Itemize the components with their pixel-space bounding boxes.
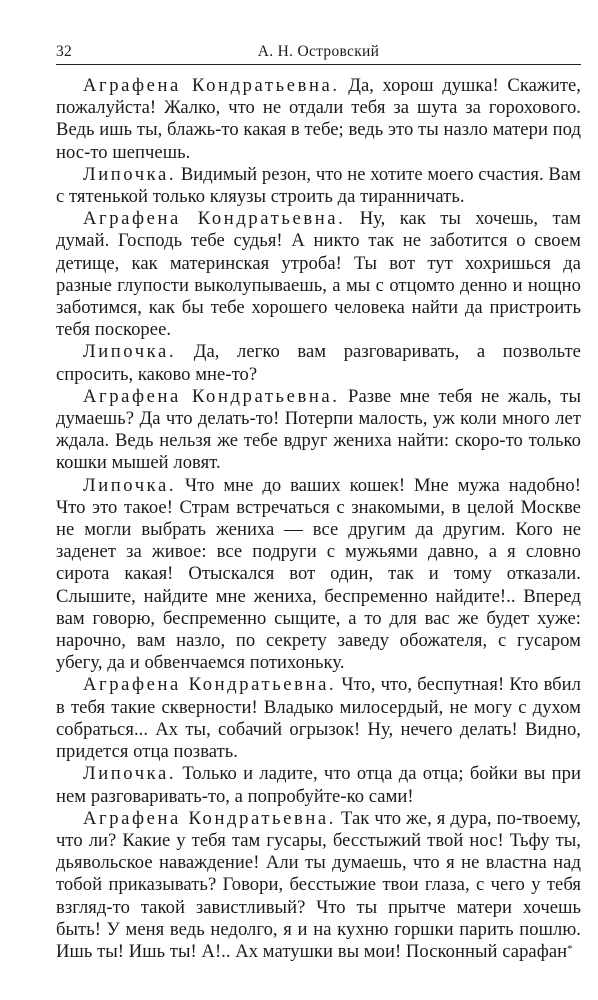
- dialogue-text: Да, легко вам разговаривать, а позвольте спросить, каково мне-то?: [56, 341, 581, 385]
- dialogue-paragraph: [56, 75, 581, 164]
- dialogue-paragraph: [56, 341, 581, 385]
- dialogue-text: Так что же, я дура, по-твоему, что ли? Какие у тебя там гусары, бесстыжий твой нос! Тьфу ты, дьявольское наваждение! Али ты думаешь, что я не властна над тобой приказывать? Говори, бесстыжие твои глаза, с чего у тебя взгляд-то такой завистливый? Что ты прытче матери хочешь быть! У меня ведь недолго, я и на кухню горшки парить пошлю. Ишь ты! Ишь ты! А!.. Ах матушки вы мои! Посконный сарафан: [56, 807, 581, 962]
- play-text: [56, 75, 581, 963]
- dialogue-paragraph: [56, 164, 581, 208]
- running-header: [56, 40, 581, 65]
- book-page: [56, 40, 581, 963]
- speaker-name: Аграфена Кондратьевна.: [83, 208, 346, 230]
- speaker-name: Аграфена Кондратьевна.: [83, 385, 340, 407]
- dialogue-paragraph: [56, 763, 581, 807]
- dialogue-text: Что, что, беспутная! Кто вбил в тебя такие скверности! Владыко милосердый, не могу с духом собраться... Ах ты, собачий огрызок! Ну, нечего делать! Видно, придется отца позвать.: [56, 674, 581, 763]
- dialogue-text: Разве мне тебя не жаль, ты думаешь? Да что делать-то! Потерпи малость, уж коли много лет ждала. Ведь нельзя же тебе вдруг жениха найти: скоро-то только кошки мышей ловят.: [56, 385, 581, 474]
- dialogue-paragraph: [56, 386, 581, 475]
- dialogue-text: Видимый резон, что не хотите моего счастия. Вам с тятенькой только кляузы строить да тиранничать.: [56, 163, 581, 208]
- dialogue-paragraph: [56, 808, 581, 963]
- speaker-name: Аграфена Кондратьевна.: [83, 674, 337, 696]
- speaker-name: Аграфена Кондратьевна.: [83, 75, 340, 96]
- page-number: 32: [56, 43, 73, 60]
- speaker-name: Липочка.: [83, 163, 177, 185]
- speaker-name: Липочка.: [83, 763, 177, 785]
- speaker-name: Липочка.: [83, 341, 177, 363]
- dialogue-text: Да, хорош душка! Скажите, пожалуйста! Жалко, что не отдали тебя за шута за горохового. Ведь ишь ты, блажь-то какая в тебе; ведь это ты назло матери под нос-то шепчешь.: [56, 75, 581, 163]
- dialogue-text: Только и ладите, что отца да отца; бойки вы при нем разговаривать-то, а попробуйте-ко сами!: [56, 763, 581, 807]
- dialogue-paragraph: [56, 475, 581, 675]
- speaker-name: Аграфена Кондратьевна.: [83, 807, 337, 829]
- footnote-mark[interactable]: *: [567, 942, 573, 955]
- speaker-name: Липочка.: [83, 474, 177, 496]
- running-title: А. Н. Островский: [257, 43, 380, 60]
- dialogue-paragraph: [56, 674, 581, 763]
- dialogue-text: Ну, как ты хочешь, там думай. Господь тебе судья! А никто так не заботится о своем детище, как материнская утроба! Ты вот тут хохришься да разные глупости выколупываешь, а мы с отцомто денно и нощно заботимся, как бы тебе хорошего человека найти да пристроить тебя поскорее.: [56, 208, 582, 341]
- dialogue-paragraph: [56, 208, 581, 341]
- dialogue-text: Что мне до ваших кошек! Мне мужа надобно! Что это такое! Страм встречаться с знакомыми, в целой Москве не могли выбрать жениха — все другим да другим. Кого не заденет за живое: все подруги с мужьями давно, а я словно сирота какая! Отыскался вот один, так и тому отказали. Слышите, найдите мне жениха, беспременно найдите!.. Вперед вам говорю, беспременно сыщите, а то для вас же будет хуже: нарочно, вам назло, по секрету заведу обожателя, с гусаром убегу, да и обвенчаемся потихоньку.: [56, 474, 581, 674]
